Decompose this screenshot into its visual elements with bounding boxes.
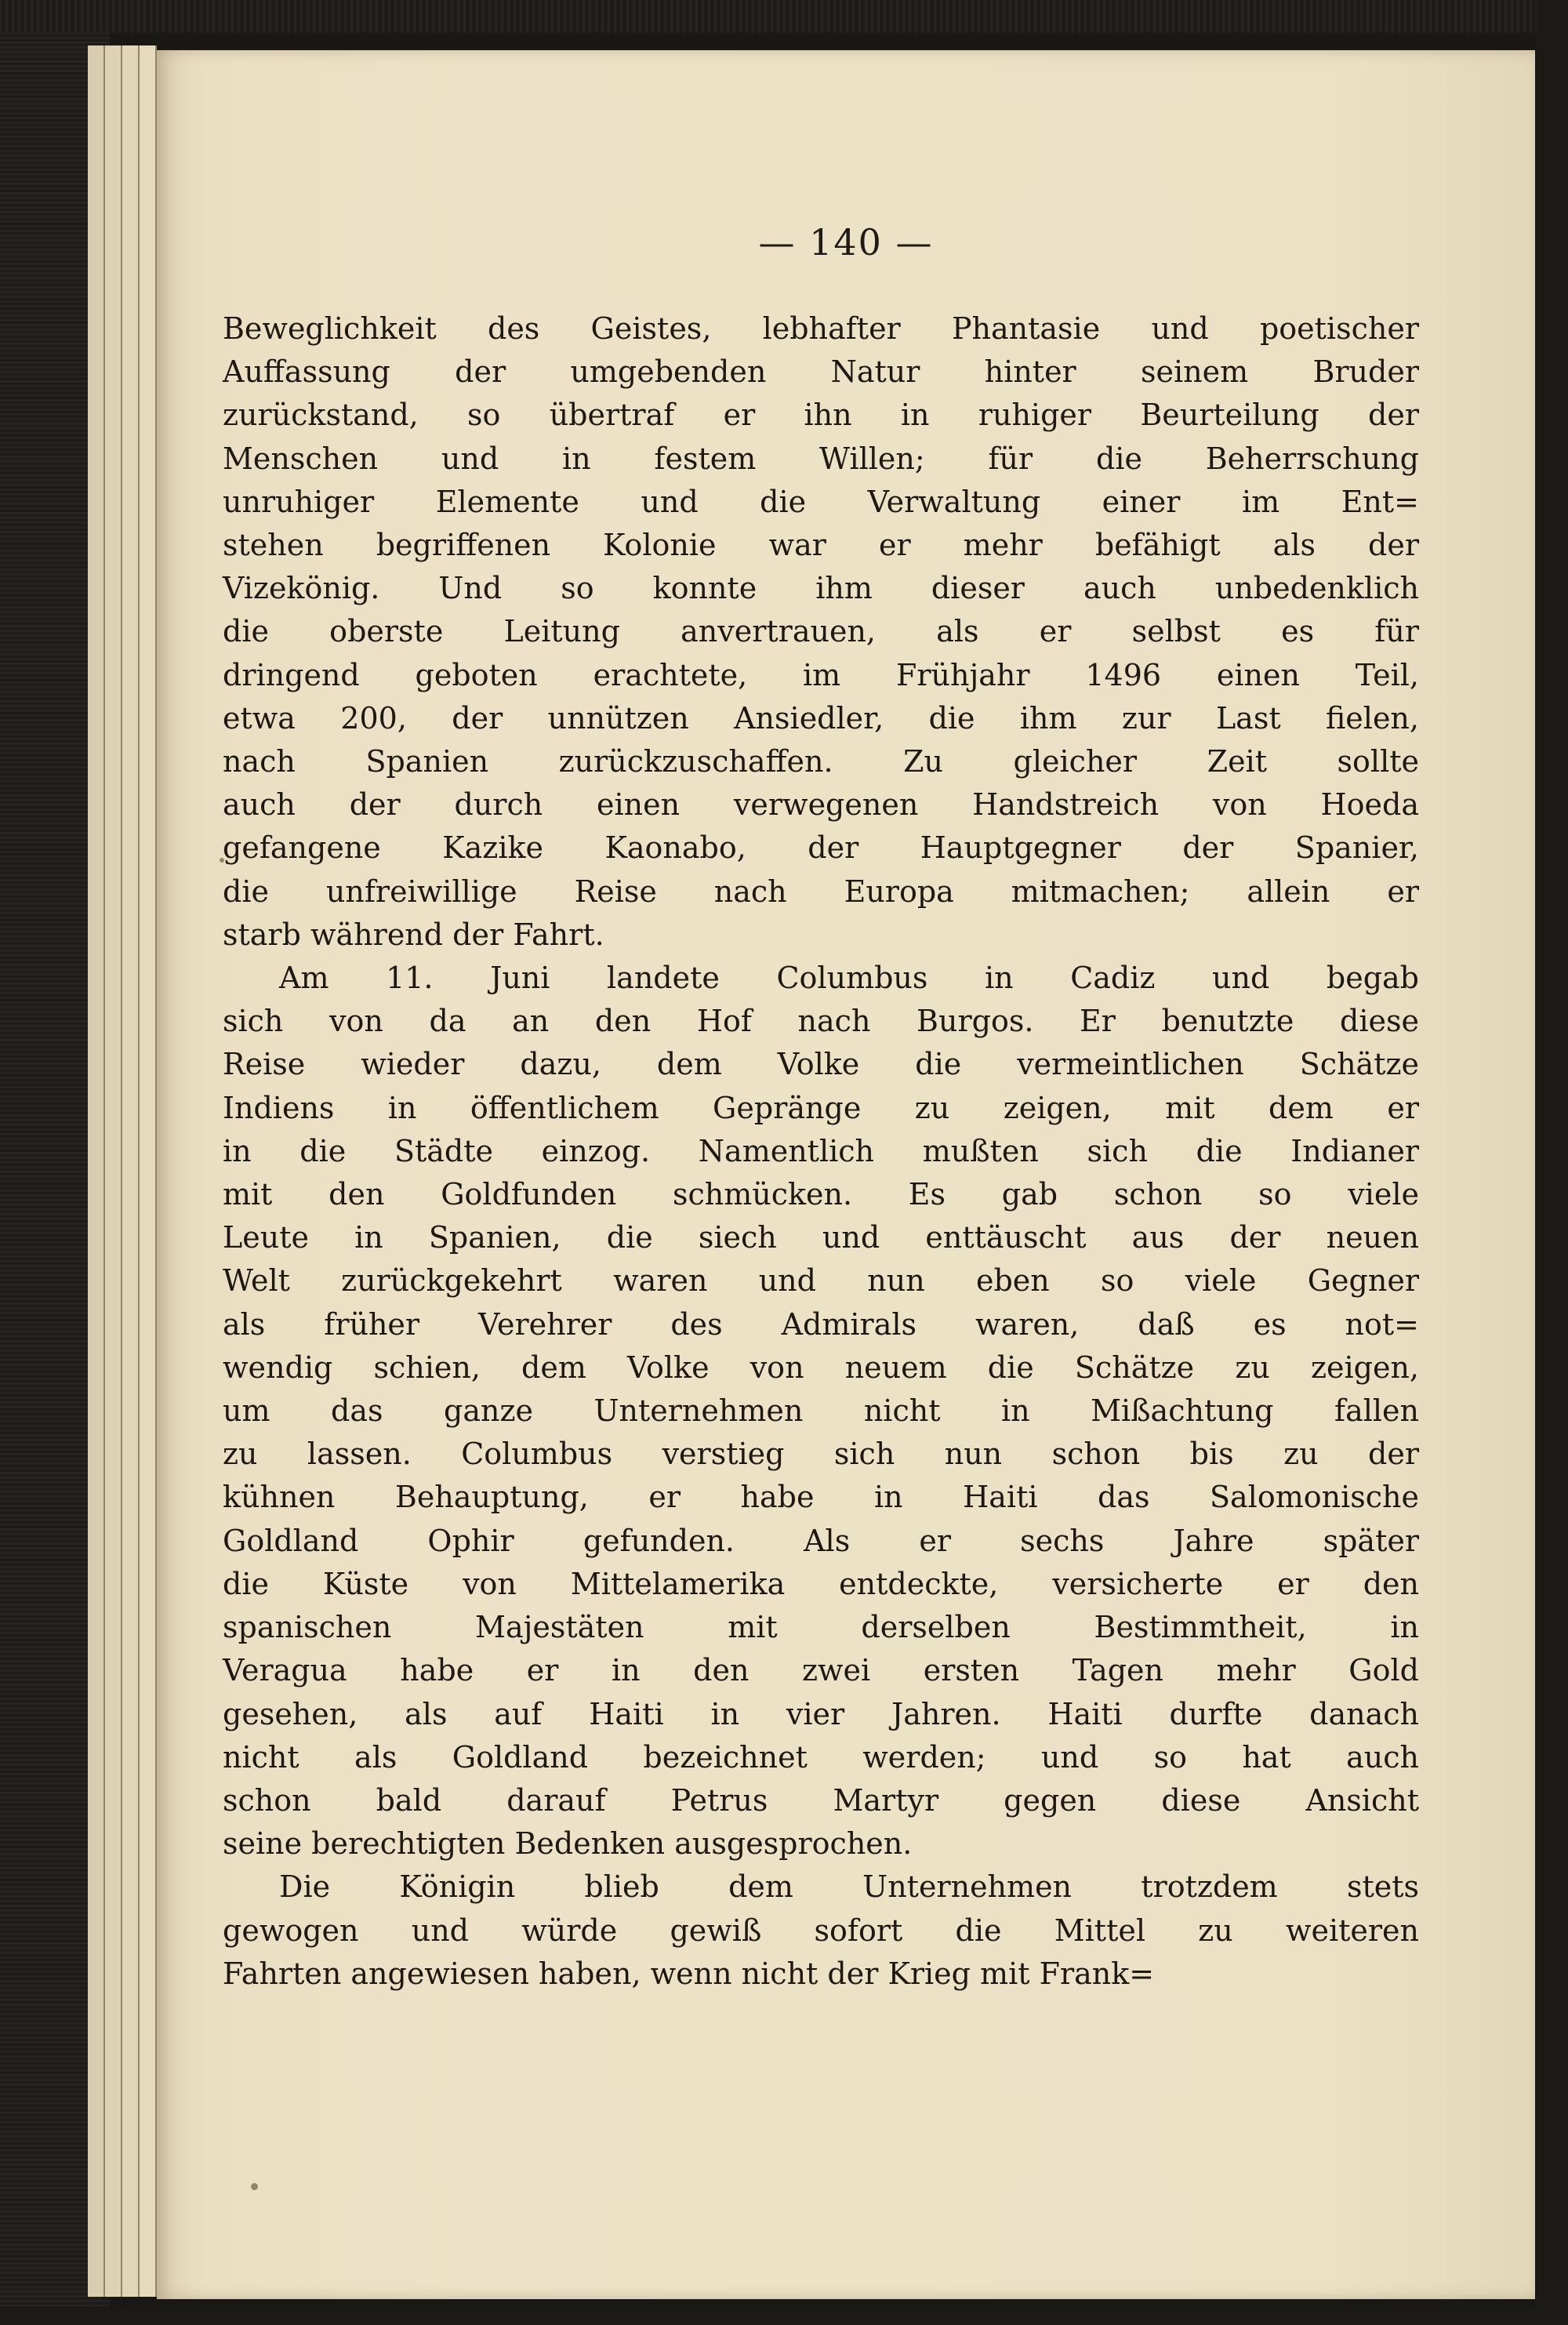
text-line: gewogen und würde gewiß sofort die Mittel zu weiteren [223, 1913, 1419, 1948]
book-cover-top [0, 0, 1568, 33]
text-line: sich von da an den Hof nach Burgos. Er benutzte diese [223, 1004, 1419, 1039]
book-cover-right [1537, 0, 1568, 2325]
page-edge [105, 45, 122, 2297]
paragraph [223, 957, 1419, 1865]
text-line: zurückstand, so übertraf er ihn in ruhiger Beurteilung der [223, 398, 1419, 433]
page-edge [140, 45, 157, 2297]
text-line: Reise wieder dazu, dem Volke die vermeintlichen Schätze [223, 1047, 1419, 1082]
text-line: die unfreiwillige Reise nach Europa mitmachen; allein er [223, 874, 1419, 909]
text-line: Goldland Ophir gefunden. Als er sechs Jahre später [223, 1523, 1419, 1558]
text-line: stehen begriffenen Kolonie war er mehr befähigt als der [223, 528, 1419, 563]
text-line: etwa 200, der unnützen Ansiedler, die ihm zur Last fielen, [223, 700, 1419, 736]
text-line: zu lassen. Columbus verstieg sich nun schon bis zu der [223, 1437, 1419, 1472]
ink-spot [251, 2183, 258, 2190]
paragraph [223, 307, 1419, 957]
text-line: auch der durch einen verwegenen Handstreich von Hoeda [223, 787, 1419, 823]
text-line: gefangene Kazike Kaonabo, der Hauptgegner der Spanier, [223, 830, 1419, 866]
text-line: Vizekönig. Und so konnte ihm dieser auch unbedenklich [223, 571, 1419, 606]
page-edge [88, 45, 105, 2297]
text-line: die oberste Leitung anvertrauen, als er selbst es für [223, 614, 1419, 649]
text-line: dringend geboten erachtete, im Frühjahr 1496 einen Teil, [223, 657, 1419, 692]
text-line: mit den Goldfunden schmücken. Es gab schon so viele [223, 1177, 1419, 1212]
text-line: wendig schien, dem Volke von neuem die Schätze zu zeigen, [223, 1350, 1419, 1385]
text-line: Die Königin blieb dem Unternehmen trotzdem stets [279, 1869, 1419, 1905]
text-line: Am 11. Juni landete Columbus in Cadiz und begab [279, 961, 1419, 996]
text-line: Leute in Spanien, die siech und enttäuscht aus der neuen [223, 1220, 1419, 1255]
text-line: schon bald darauf Petrus Martyr gegen diese Ansicht [223, 1782, 1419, 1818]
text-line: als früher Verehrer des Admirals waren, daß es not= [223, 1306, 1419, 1342]
text-line: die Küste von Mittelamerika entdeckte, versicherte er den [223, 1566, 1419, 1601]
text-line: seine berechtigten Bedenken ausgesprochen. [223, 1826, 913, 1862]
text-line: Auffassung der umgebenden Natur hinter seinem Bruder [223, 354, 1419, 390]
text-line: nach Spanien zurückzuschaffen. Zu gleicher Zeit sollte [223, 744, 1419, 779]
book-cover-bottom [0, 2306, 1568, 2325]
text-line: unruhiger Elemente und die Verwaltung einer im Ent= [223, 484, 1419, 519]
page-number: — 140 — [758, 221, 934, 263]
paragraph [223, 1865, 1419, 1996]
text-line: Indiens in öffentlichem Gepränge zu zeigen, mit dem er [223, 1090, 1419, 1125]
text-line: in die Städte einzog. Namentlich mußten sich die Indianer [223, 1133, 1419, 1168]
text-line: Welt zurückgekehrt waren und nun eben so viele Gegner [223, 1263, 1419, 1299]
text-line: Menschen und in festem Willen; für die Beherrschung [223, 441, 1419, 476]
text-line: gesehen, als auf Haiti in vier Jahren. Haiti durfte danach [223, 1696, 1419, 1731]
text-line: starb während der Fahrt. [223, 917, 604, 952]
text-line: nicht als Goldland bezeichnet werden; und so hat auch [223, 1739, 1419, 1775]
text-line: Fahrten angewiesen haben, wenn nicht der Krieg mit Frank= [223, 1956, 1155, 1991]
page-edge [122, 45, 140, 2297]
text-line: Beweglichkeit des Geistes, lebhafter Phantasie und poetischer [223, 311, 1419, 346]
text-line: um das ganze Unternehmen nicht in Mißachtung fallen [223, 1393, 1419, 1429]
text-line: kühnen Behauptung, er habe in Haiti das Salomonische [223, 1480, 1419, 1515]
text-line: Veragua habe er in den zwei ersten Tagen mehr Gold [223, 1653, 1419, 1688]
body-text [223, 307, 1419, 1996]
text-line: spanischen Majestäten mit derselben Bestimmtheit, in [223, 1610, 1419, 1645]
